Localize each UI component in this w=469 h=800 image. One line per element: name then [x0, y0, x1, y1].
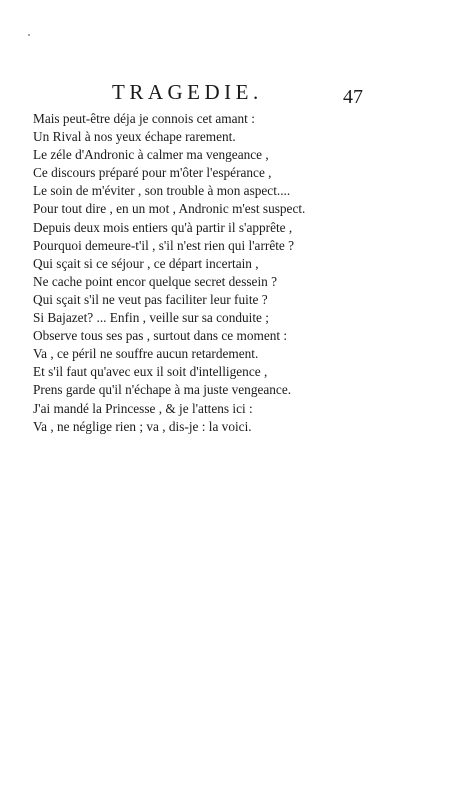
- verse-line: Prens garde qu'il n'échape à ma juste vengeance.: [33, 382, 292, 398]
- verse-block: [33, 110, 393, 436]
- verse-line: Ce discours préparé pour m'ôter l'espérance ,: [33, 165, 272, 181]
- verse-line: Observe tous ses pas , surtout dans ce moment :: [33, 328, 288, 344]
- verse-line: Qui sçait si ce séjour , ce départ incertain ,: [33, 255, 259, 271]
- verse-line: Va , ne néglige rien ; va , dis-je : la voici.: [33, 418, 252, 434]
- verse-line: Un Rival à nos yeux échape rarement.: [33, 129, 236, 145]
- running-title: TRAGEDIE.: [112, 80, 263, 104]
- verse-line: Le soin de m'éviter , son trouble à mon aspect....: [33, 183, 291, 199]
- paper-speck: [28, 34, 30, 36]
- verse-line: J'ai mandé la Princesse , & je l'attens ici :: [33, 400, 253, 416]
- verse-line: Et s'il faut qu'avec eux il soit d'intelligence ,: [33, 364, 268, 380]
- verse-line: Pour tout dire , en un mot , Andronic m'est suspect.: [33, 201, 306, 217]
- verse-line: Si Bajazet? ... Enfin , veille sur sa conduite ;: [33, 310, 269, 326]
- page-number: 47: [343, 86, 363, 108]
- verse-line: Pourquoi demeure-t'il , s'il n'est rien qui l'arrête ?: [33, 237, 295, 253]
- verse-line: Mais peut-être déja je connois cet amant :: [33, 111, 255, 126]
- verse-line: Qui sçait s'il ne veut pas faciliter leur fuite ?: [33, 291, 268, 307]
- page-header: [0, 80, 469, 110]
- verse-line: Va , ce péril ne souffre aucun retardement.: [33, 346, 259, 362]
- verse-line: Le zéle d'Andronic à calmer ma vengeance ,: [33, 147, 269, 163]
- verse-line: Ne cache point encor quelque secret dessein ?: [33, 273, 278, 289]
- verse-line: Depuis deux mois entiers qu'à partir il s'apprête ,: [33, 219, 293, 235]
